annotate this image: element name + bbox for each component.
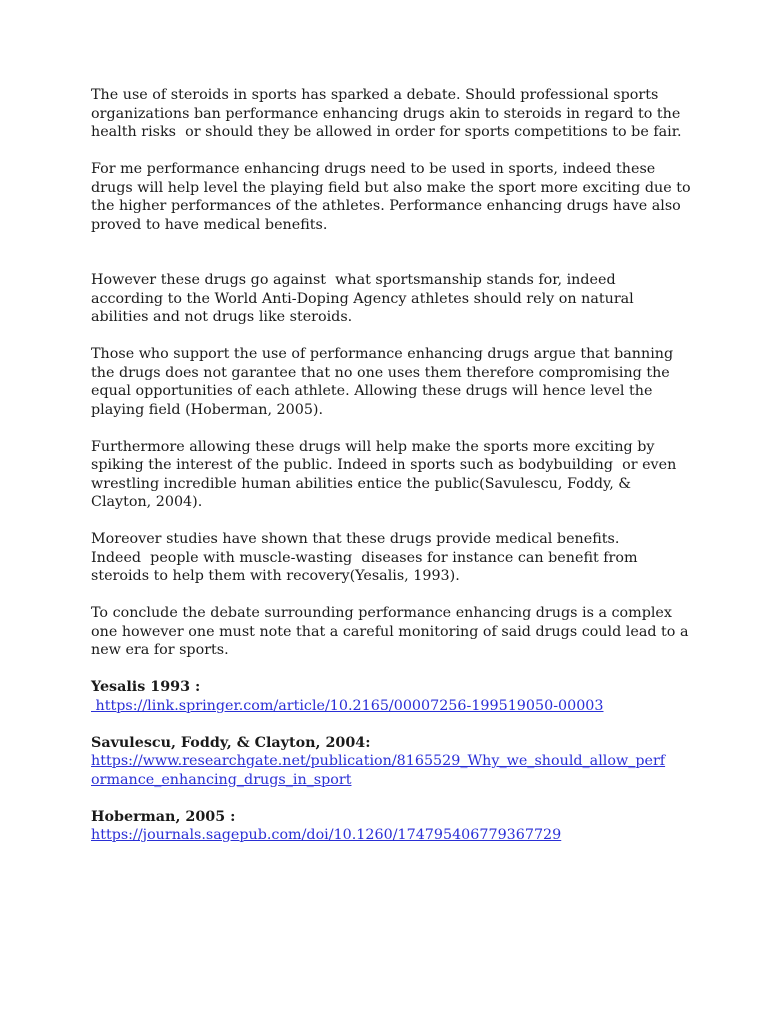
- paragraph-counterargument: [91, 271, 691, 327]
- text-line: wrestling incredible human abilities entice the public(Savulescu, Foddy, &: [91, 475, 632, 492]
- text-line: Those who support the use of performance enhancing drugs argue that banning: [91, 346, 674, 362]
- text-line: abilities and not drugs like steroids.: [91, 309, 353, 325]
- text-line: health risks or should they be allowed in order for sports competitions to be fair.: [91, 124, 682, 140]
- reference-link[interactable]: https://link.springer.com/article/10.2165/00007256-199519050-00003: [91, 697, 604, 714]
- text-line: steroids to help them with recovery(Yesalis, 1993).: [91, 568, 460, 584]
- text-line: spiking the interest of the public. Indeed in sports such as bodybuilding or even: [91, 457, 677, 473]
- text-line: However these drugs go against what sportsmanship stands for, indeed: [91, 272, 616, 288]
- text-line: For me performance enhancing drugs need to be used in sports, indeed these: [91, 161, 656, 177]
- text-line: Furthermore allowing these drugs will help make the sports more exciting by: [91, 438, 655, 455]
- reference-title: Savulescu, Foddy, & Clayton, 2004:: [91, 734, 371, 751]
- text-line: playing field (Hoberman, 2005).: [91, 401, 324, 418]
- document-page: [91, 86, 691, 863]
- reference-link[interactable]: https://www.researchgate.net/publication/8165529_Why_we_should_allow_perf: [91, 753, 666, 769]
- text-line: To conclude the debate surrounding performance enhancing drugs is a complex: [91, 605, 672, 621]
- paragraph-intro: [91, 86, 691, 142]
- blank-spacer: [91, 253, 691, 272]
- reference-savulescu: [91, 734, 691, 790]
- text-line: Indeed people with muscle-wasting diseases for instance can benefit from: [91, 549, 638, 566]
- text-line: organizations ban performance enhancing drugs akin to steroids in regard to the: [91, 105, 681, 122]
- reference-title: Hoberman, 2005 :: [91, 808, 236, 825]
- text-line: Clayton, 2004).: [91, 494, 203, 510]
- text-line: one however one must note that a careful monitoring of said drugs could lead to a: [91, 623, 689, 640]
- paragraph-level-field: [91, 345, 691, 419]
- paragraph-exciting: [91, 438, 691, 512]
- text-line: proved to have medical benefits.: [91, 216, 328, 233]
- reference-link[interactable]: https://journals.sagepub.com/doi/10.1260/174795406779367729: [91, 827, 562, 843]
- reference-title: Yesalis 1993 :: [91, 679, 201, 695]
- text-line: new era for sports.: [91, 642, 229, 658]
- text-line: the higher performances of the athletes. Performance enhancing drugs have also: [91, 198, 681, 214]
- paragraph-medical: [91, 530, 691, 586]
- paragraph-opinion: [91, 160, 691, 234]
- reference-hoberman: [91, 808, 691, 845]
- reference-yesalis: [91, 678, 691, 715]
- text-line: according to the World Anti-Doping Agency athletes should rely on natural: [91, 290, 634, 307]
- text-line: the drugs does not garantee that no one uses them therefore compromising the: [91, 364, 670, 381]
- paragraph-conclusion: [91, 604, 691, 660]
- reference-link-continued[interactable]: ormance_enhancing_drugs_in_sport: [91, 771, 352, 788]
- text-line: Moreover studies have shown that these drugs provide medical benefits.: [91, 531, 620, 547]
- text-line: The use of steroids in sports has sparked a debate. Should professional sports: [91, 87, 659, 103]
- text-line: drugs will help level the playing field but also make the sport more exciting due to: [91, 179, 691, 196]
- text-line: equal opportunities of each athlete. Allowing these drugs will hence level the: [91, 383, 653, 399]
